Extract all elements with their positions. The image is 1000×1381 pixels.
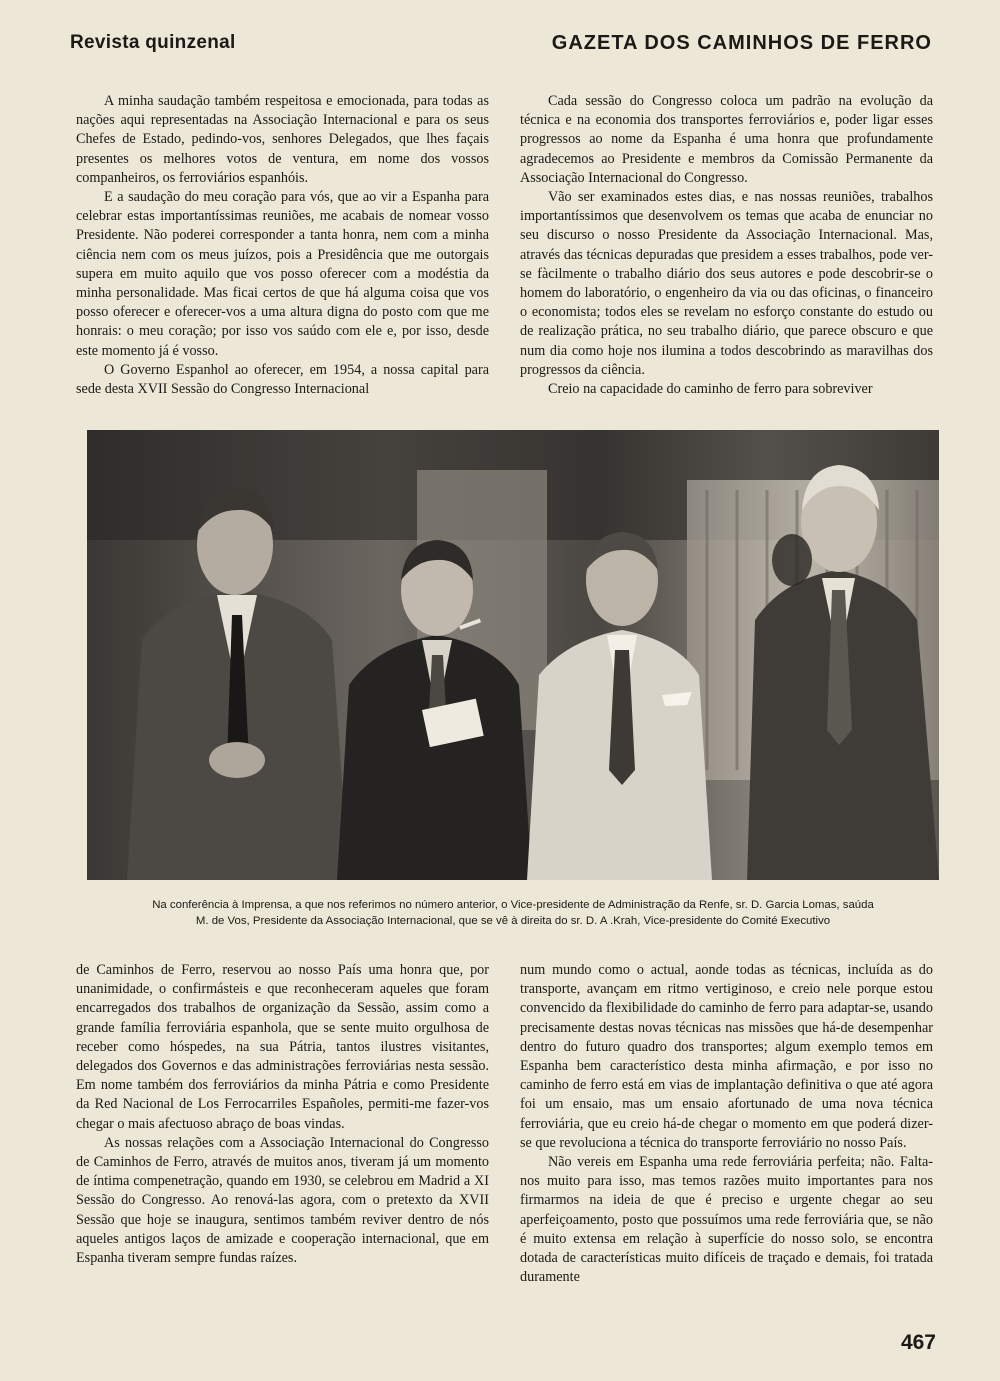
caption-line: Na conferência à Imprensa, a que nos referimos no número anterior, o Vice-presidente de Administração da Renfe, sr. D. Garcia Lomas, saúda (152, 899, 874, 911)
article-column-top-left (76, 92, 489, 399)
paragraph: Vão ser examinados estes dias, e nas nossas reuniões, trabalhos importantíssimos que desenvolvem os temas que acaba de enunciar no seu discurso o nosso Presidente da Associação Internacional. Mas, através das técnicas depuradas que presidem a esses trabalhos, pode ver-se fàcilmente o trabalho diário dos seus autores e pode descobrir-se o homem do laboratório, o engenheiro da via ou das oficinas, o financeiro o economista; todos eles se revelam no esforço constante do estudo ou de realização prática, no seu trabalho diário, que parece obscuro e que num dia como hoje nos ilumina a todos descobrindo as maravilhas dos progressos da ciência. (520, 189, 933, 378)
photo-illustration (87, 430, 939, 880)
paragraph: Creio na capacidade do caminho de ferro para sobreviver (548, 381, 873, 398)
article-column-bottom-left (76, 961, 489, 1268)
paragraph: Não vereis em Espanha uma rede ferroviária perfeita; não. Falta-nos muito para isso, mas temos razões muito importantes para nos firmarmos na ideia de que é preciso e urgente chegar ao seu aperfeiçoamento, posto que possuímos uma rede ferroviária que, se não é muito extensa em relação à superfície do nosso solo, se encontra dotada de características muito difíceis de traçado e demais, foi tratada duramente (520, 1154, 933, 1286)
paragraph: O Governo Espanhol ao oferecer, em 1954, a nossa capital para sede desta XVII Sessão do Congresso Internacional (76, 361, 489, 398)
press-conference-photo (87, 430, 939, 880)
paragraph: A minha saudação também respeitosa e emocionada, para todas as nações aqui representadas na Associação Internacional e para os seus Chefes de Estado, pedindo-vos, senhores Delegados, que lhes façais presentes os melhores votos de ventura, em nome dos vossos companheiros, os ferroviários espanhóis. (76, 93, 489, 186)
paragraph: Cada sessão do Congresso coloca um padrão na evolução da técnica e na economia dos transportes ferroviários e, poder ligar esses progressos ao nome da Espanha é uma honra que profundamente agradecemos ao Presidente e membros da Comissão Permanente da Associação Internacional do Congresso. (520, 93, 933, 186)
paragraph: de Caminhos de Ferro, reservou ao nosso País uma honra que, por unanimidade, o confirmásteis e que reconheceram aqueles que foram encarregados dos trabalhos de organização da Sessão, assim como a grande família ferroviária espanhola, que se sente muito orgulhosa de receber como hóspedes, na sua Pátria, tantos ilustres visitantes, delegados dos Governos e das administrações ferroviárias nesta sessão. Em nome também dos ferroviários da minha Pátria e como Presidente da Red Nacional de Los Ferrocarriles Españoles, permiti-me fazer-vos chegar o mais afectuoso abraço de boas vindas. (76, 962, 489, 1132)
paragraph: num mundo como o actual, aonde todas as técnicas, incluída as do transporte, avançam em ritmo vertiginoso, e creio nele porque estou convencido da flexibilidade do caminho de ferro para adaptar-se, usando precisamente destas novas técnicas nas missões que há-de desempenhar dentro do futuro quadro dos transportes; algum exemplo temos em Espanha bem característico desta minha afirmação, e por isso no caminho de ferro está em vias de implantação definitiva o que até agora foi um ensaio, mas um ensaio afortunado de uma nova técnica ferroviária, que eu creio há-de chegar o momento em que poderá dizer-se que revoluciona a técnica do transporte ferroviário no nosso País. (520, 962, 933, 1151)
paragraph: E a saudação do meu coração para vós, que ao vir a Espanha para celebrar estas importantíssimas reuniões, me acabais de nomear vosso Presidente. Não poderei corresponder a tanta honra, nem com a minha ciência nem com os meus juízos, pois a Presidência que me outorgais supera em muito aquilo que vos posso oferecer com a modéstia da minha personalidade. Mas ficai certos de que há alguma coisa que vos posso oferecer e oferecer-vos a uma altura digna do posto com que me honrais: o meu coração; por isso vos saúdo com ele e, por isso, desde este momento já é vosso. (76, 189, 489, 359)
paragraph: As nossas relações com a Associação Internacional do Congresso de Caminhos de Ferro, através de muitos anos, tiveram já um momento de íntima compenetração, quando em 1930, se celebrou em Madrid a XI Sessão do Congresso. Ao renová-las agora, com o pretexto da XVII Sessão que hoje se inaugura, sentimos também reviver dentro de nós aqueles antigos laços de amizade e cooperação internacional, que em Espanha tiveram sempre fundas raízes. (76, 1134, 489, 1267)
header-section-title: Revista quinzenal (70, 32, 236, 53)
page-number: 467 (900, 1331, 936, 1354)
article-column-bottom-right (520, 961, 933, 1287)
photo-caption (80, 897, 946, 929)
header-publication-title: GAZETA DOS CAMINHOS DE FERRO (551, 32, 932, 54)
caption-line: M. de Vos, Presidente da Associação Internacional, que se vê à direita do sr. D. A .Krah, Vice-presidente do Comité Executivo (195, 915, 831, 927)
article-column-top-right (520, 92, 933, 399)
